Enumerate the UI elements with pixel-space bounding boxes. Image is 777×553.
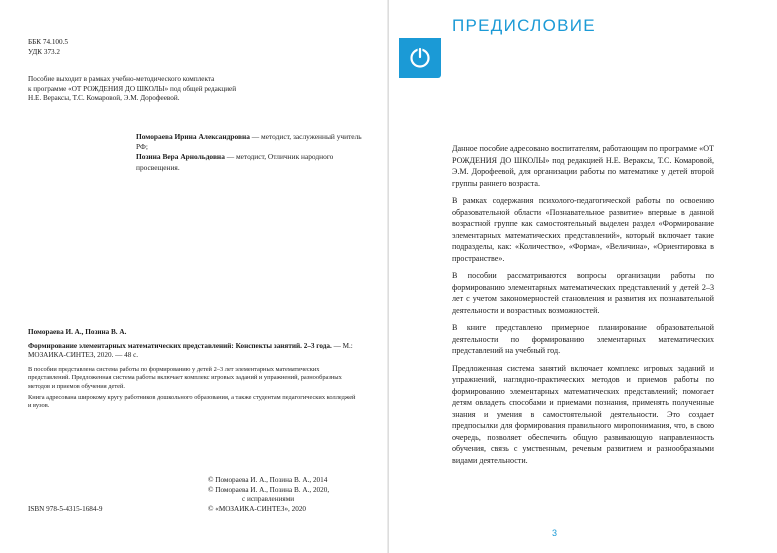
- bbk-code: ББК 74.100.5: [28, 38, 69, 46]
- author-entry: [136, 132, 366, 152]
- series-line: к программе «ОТ РОЖДЕНИЯ ДО ШКОЛЫ» под общей редакцией: [28, 84, 237, 93]
- copyright-line: с исправлениями: [242, 495, 295, 504]
- series-note: [28, 75, 236, 104]
- preface-paragraph: Данное пособие адресовано воспитателям, работающим по программе «ОТ РОЖДЕНИЯ ДО ШКОЛЫ» под редакцией Н.Е. Вераксы, Т.С. Комаровой, Э.М. Дорофеевой, для организации работы по математике у детей второй группы раннего возраста.: [452, 144, 714, 188]
- series-line: Н.Е. Вераксы, Т.С. Комаровой, Э.М. Дорофеевой.: [28, 94, 180, 103]
- biblio-title: [28, 342, 358, 361]
- annotation-paragraph: В пособии представлена система работы по формированию у детей 2–3 лет элементарных математических представлений. Предложенная система работы включает комплекс игровых заданий и упражнений, разнообразных методов и приемов обучения детей.: [28, 365, 342, 390]
- author-entry: [136, 152, 366, 172]
- isbn: ISBN 978-5-4315-1684-9: [28, 505, 103, 513]
- author-name: Позина Вера Арнольдовна: [136, 152, 225, 162]
- biblio-title-rest: — М.: МОЗАИКА-СИНТЕЗ, 2020. — 48 с.: [28, 341, 353, 360]
- copyright-line: © Помораева И. А., Позина В. А., 2020,: [208, 485, 330, 494]
- page-number: 3: [552, 528, 558, 538]
- authors-info: [136, 132, 366, 173]
- author-name: Помораева Ирина Александровна: [136, 132, 250, 141]
- series-line: Пособие выходит в рамках учебно-методического комплекта: [28, 75, 215, 83]
- biblio-authors: Помораева И. А., Позина В. А.: [28, 328, 127, 336]
- author-desc: — методист, Отличник народного просвещения.: [136, 152, 334, 172]
- page-title: ПРЕДИСЛОВИЕ: [452, 16, 596, 35]
- preface-text: [452, 143, 714, 472]
- preface-paragraph: В пособии рассматриваются вопросы организации работы по формированию элементарных математических представлений у детей 2–3 лет с учетом закономерностей становления и развития их познавательной деятельности и возрастных возможностей.: [452, 271, 714, 315]
- udk-code: УДК 373.2: [28, 47, 61, 56]
- left-page: [0, 0, 388, 553]
- preface-paragraph: Предложенная система занятий включает комплекс игровых заданий и упражнений, наглядно-практических методов и приемов работы по формированию элементарных математических представлений; помогает детям овладеть способами и приемами познания, применять полученные знания и умения в самостоятельной деятельности. Это создает предпосылки для формирования правильного миропонимания, что, в свою очередь, позволяет обеспечить общую развивающую направленность обучения, связь с умственным, речевым развитием и разнообразными видами деятельности.: [452, 363, 714, 465]
- author-desc: — методист, заслуженный учитель РФ;: [136, 132, 362, 152]
- preface-paragraph: В книге представлено примерное планирование образовательной деятельности по формированию элементарных математических представлений на учебный год.: [452, 323, 714, 355]
- classification-codes: [28, 38, 68, 57]
- chapter-logo: [399, 38, 441, 78]
- preface-paragraph: В рамках содержания психолого-педагогической работы по освоению образовательной области «Познавательное развитие» впервые в данной возрастной группе как самостоятельный выделен раздел «Формирование элементарных математических представлений», который включает такие подразделы, как: «Количество», «Форма», «Величина», «Ориентировка в пространстве».: [452, 196, 714, 263]
- copyright-line: © Помораева И. А., Позина В. А., 2014: [208, 476, 328, 484]
- biblio-title-bold: Формирование элементарных математических представлений: Конспекты занятий. 2–3 года.: [28, 341, 332, 350]
- copyright-line: © «МОЗАИКА-СИНТЕЗ», 2020: [208, 504, 307, 513]
- bibliographic-record: [28, 328, 358, 414]
- annotation-paragraph: Книга адресована широкому кругу работников дошкольного образования, а также студентам педагогических колледжей и вузов.: [28, 394, 356, 410]
- power-button-icon: [409, 47, 431, 69]
- copyright-block: [208, 476, 378, 514]
